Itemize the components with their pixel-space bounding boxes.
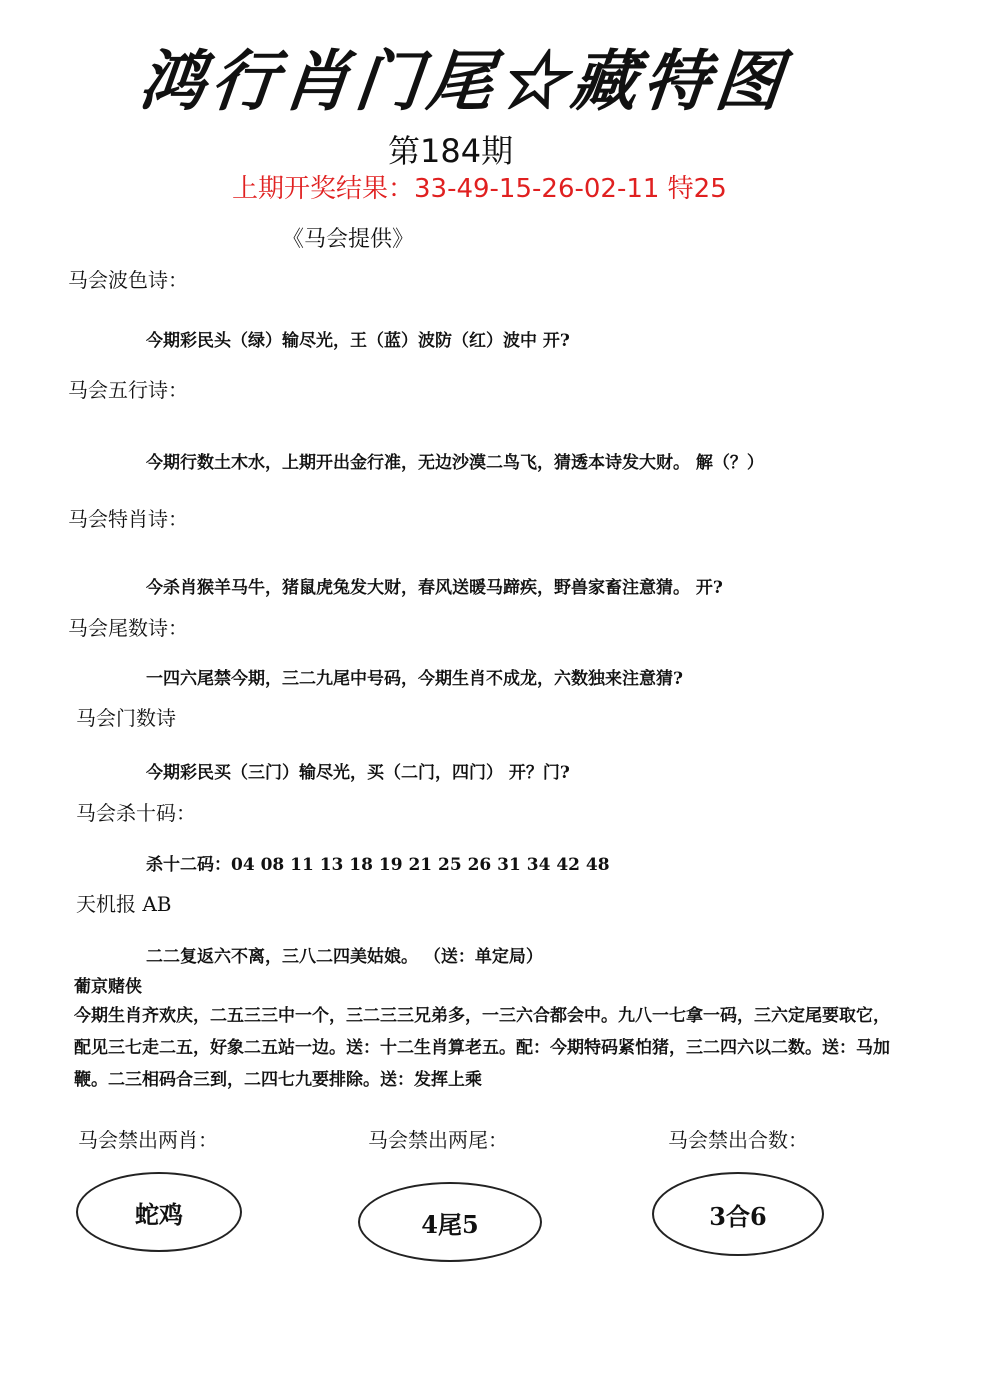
ban-value-zodiac-text: 蛇鸡 (135, 1199, 183, 1229)
ban-value-tail-text: 4尾5 (421, 1209, 479, 1239)
issue-number: 第184期 (388, 132, 514, 170)
section-label-door-poem: 马会门数诗 (76, 706, 176, 730)
page-title: 鸿行肖门尾☆藏特图 (135, 42, 792, 120)
section-label-tail-poem: 马会尾数诗： (68, 616, 188, 640)
section-label-tianji: 天机报 AB (76, 892, 172, 916)
gambler-text: 今期生肖齐欢庆，二五三三中一个，三二三三兄弟多，一三六合都会中。九八一七拿一码，三六定尾要取它，配见三七走二五，好象二五站一边。送：十二生肖算老五。配：今期特码紧怕猪，三二四六以二数。送：马加鞭。二三相码合三到，二四七九要排除。送：发挥上乘 (74, 1006, 890, 1090)
last-result: 上期开奖结果：33-49-15-26-02-11 特25 (232, 174, 727, 204)
section-text-element-poem: 今期行数土木水，上期开出金行准，无边沙漠二鸟飞，猜透本诗发大财。 解（？） (146, 453, 764, 473)
section-label-element-poem: 马会五行诗： (68, 378, 188, 402)
ban-label-sum: 马会禁出合数： (668, 1128, 808, 1152)
section-label-color-poem: 马会波色诗： (68, 268, 188, 292)
section-label-zodiac-poem: 马会特肖诗： (68, 507, 188, 531)
ban-value-sum-text: 3合6 (709, 1201, 767, 1231)
ban-label-zodiac: 马会禁出两肖： (78, 1128, 218, 1152)
ban-value-tail (358, 1182, 542, 1262)
section-text-door-poem: 今期彩民买（三门）输尽光，买（二门，四门） 开？门? (146, 763, 570, 783)
section-text-tail-poem: 一四六尾禁今期，三二九尾中号码，今期生肖不成龙，六数独来注意猜? (146, 669, 683, 689)
section-text-zodiac-poem: 今杀肖猴羊马牛，猪鼠虎兔发大财，春风送暖马蹄疾，野兽家畜注意猜。 开? (146, 578, 723, 598)
section-label-kill-codes: 马会杀十码： (76, 801, 196, 825)
provider-note: 《马会提供》 (282, 227, 415, 252)
section-text-tianji: 二二复返六不离，三八二四美姑娘。 （送：单定局） (146, 947, 543, 967)
gambler-label: 葡京赌侠 (74, 977, 142, 997)
ban-label-tail: 马会禁出两尾： (368, 1128, 508, 1152)
ban-value-zodiac (76, 1172, 242, 1252)
section-text-kill-codes: 杀十二码：04 08 11 13 18 19 21 25 26 31 34 42 48 (146, 855, 610, 875)
ban-value-sum (652, 1172, 824, 1256)
section-text-color-poem: 今期彩民头（绿）输尽光，王（蓝）波防（红）波中 开? (146, 331, 570, 351)
